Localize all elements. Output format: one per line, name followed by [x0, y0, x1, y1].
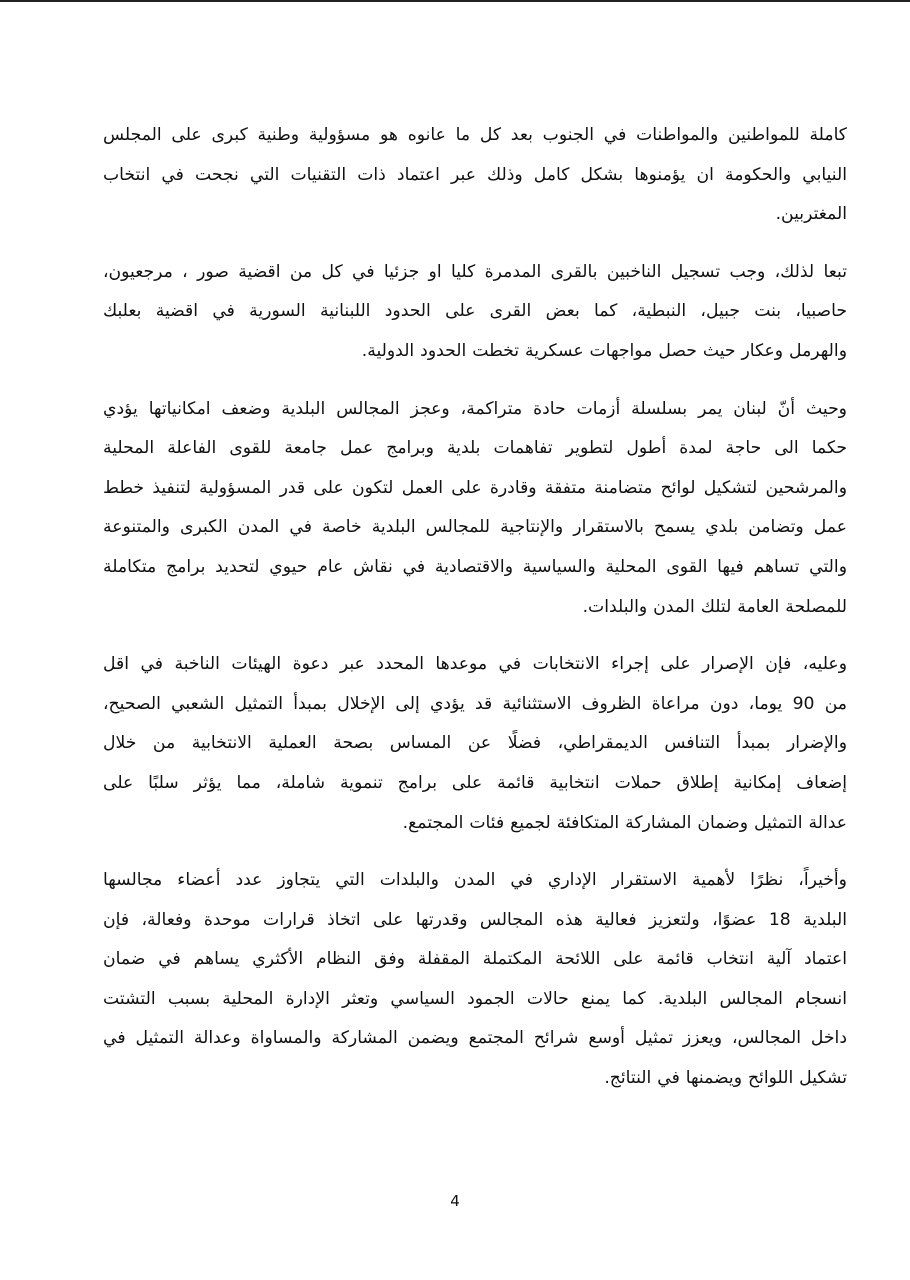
paragraph-line: عمل وتضامن بلدي يسمح بالاستقرار والإنتاجية للمجالس البلدية خاصة في المدن الكبرى والمتنوعة [103, 517, 847, 538]
page-number: 4 [450, 1192, 460, 1210]
paragraph-line: حكما الى حاجة لمدة أطول لتطوير تفاهمات بلدية وبرامج عمل جامعة للقوى الفاعلة المحلية [103, 438, 847, 459]
document-body [103, 116, 847, 1117]
paragraph-line: تبعا لذلك، وجب تسجيل الناخبين بالقرى المدمرة كليا او جزئيا في كل من اقضية صور ، مرجعيون، [103, 261, 847, 282]
paragraph-line: النيابي والحكومة ان يؤمنوها بشكل كامل وذلك عبر اعتماد ذات التقنيات التي نجحت في انتخاب [103, 164, 847, 185]
paragraph-line: داخل المجالس، ويعزز تمثيل أوسع شرائح المجتمع ويضمن المشاركة والمساواة وعدالة التمثيل في [103, 1028, 847, 1049]
paragraph-line: والهرمل وعكار حيث حصل مواجهات عسكرية تخطت الحدود الدولية. [361, 340, 847, 361]
paragraph-2 [103, 253, 847, 372]
paragraph-line: المغتربين. [775, 204, 847, 225]
paragraph-line: تشكيل اللوائح ويضمنها في النتائج. [604, 1068, 847, 1089]
paragraph-line: والمرشحين لتشكيل لوائح متضامنة متفقة وقادرة على العمل لتكون على قدر المسؤولية لتنفيذ خطط [103, 477, 847, 498]
paragraph-line: عدالة التمثيل وضمان المشاركة المتكافئة لجميع فئات المجتمع. [402, 812, 847, 833]
paragraph-line: إضعاف إمكانية إطلاق حملات انتخابية قائمة على برامج تنموية شاملة، مما يؤثر سلبًا على [103, 772, 847, 793]
paragraph-3 [103, 390, 847, 628]
paragraph-1 [103, 116, 847, 235]
paragraph-line: وحيث أنّ لبنان يمر بسلسلة أزمات حادة متراكمة، وعجز المجالس البلدية وضعف امكانياتها يؤدي [103, 398, 847, 419]
paragraph-line: وأخيراً، نظرًا لأهمية الاستقرار الإداري في المدن والبلدات التي يتجاوز عدد أعضاء مجالسها [103, 870, 847, 891]
paragraph-line: البلدية 18 عضوًا، ولتعزيز فعالية هذه المجالس وقدرتها على اتخاذ قرارات موحدة وفعالة، فإن [103, 909, 847, 930]
paragraph-line: للمصلحة العامة لتلك المدن والبلدات. [582, 596, 847, 617]
paragraph-line: حاصبيا، بنت جبيل، النبطية، كما بعض القرى على الحدود اللبنانية السورية في اقضية بعلبك [103, 301, 847, 322]
page-top-border [0, 0, 910, 2]
paragraph-line: من 90 يوما، دون مراعاة الظروف الاستثنائية قد يؤدي إلى الإخلال بمبدأ التمثيل الشعبي الصحيح، [103, 693, 847, 714]
paragraph-line: وعليه، فإن الإصرار على إجراء الانتخابات في موعدها المحدد عبر دعوة الهيئات الناخبة في اقل [103, 654, 847, 675]
paragraph-5 [103, 861, 847, 1099]
paragraph-line: والإضرار بمبدأ التنافس الديمقراطي، فضلًا عن المساس بصحة العملية الانتخابية من خلال [103, 733, 847, 754]
paragraph-4 [103, 645, 847, 843]
paragraph-line: والتي تساهم فيها القوى المحلية والسياسية والاقتصادية في نقاش عام حيوي لتحديد برامج متكاملة [103, 556, 847, 577]
paragraph-line: اعتماد آلية انتخاب قائمة على اللائحة المكتملة المقفلة وفق النظام الأكثري يساهم في ضمان [103, 949, 847, 970]
paragraph-line: انسجام المجالس البلدية. كما يمنع حالات الجمود السياسي وتعثر الإدارة المحلية بسبب التشتت [103, 988, 847, 1009]
paragraph-line: كاملة للمواطنين والمواطنات في الجنوب بعد كل ما عانوه هو مسؤولية وطنية كبرى على المجلس [103, 125, 847, 145]
